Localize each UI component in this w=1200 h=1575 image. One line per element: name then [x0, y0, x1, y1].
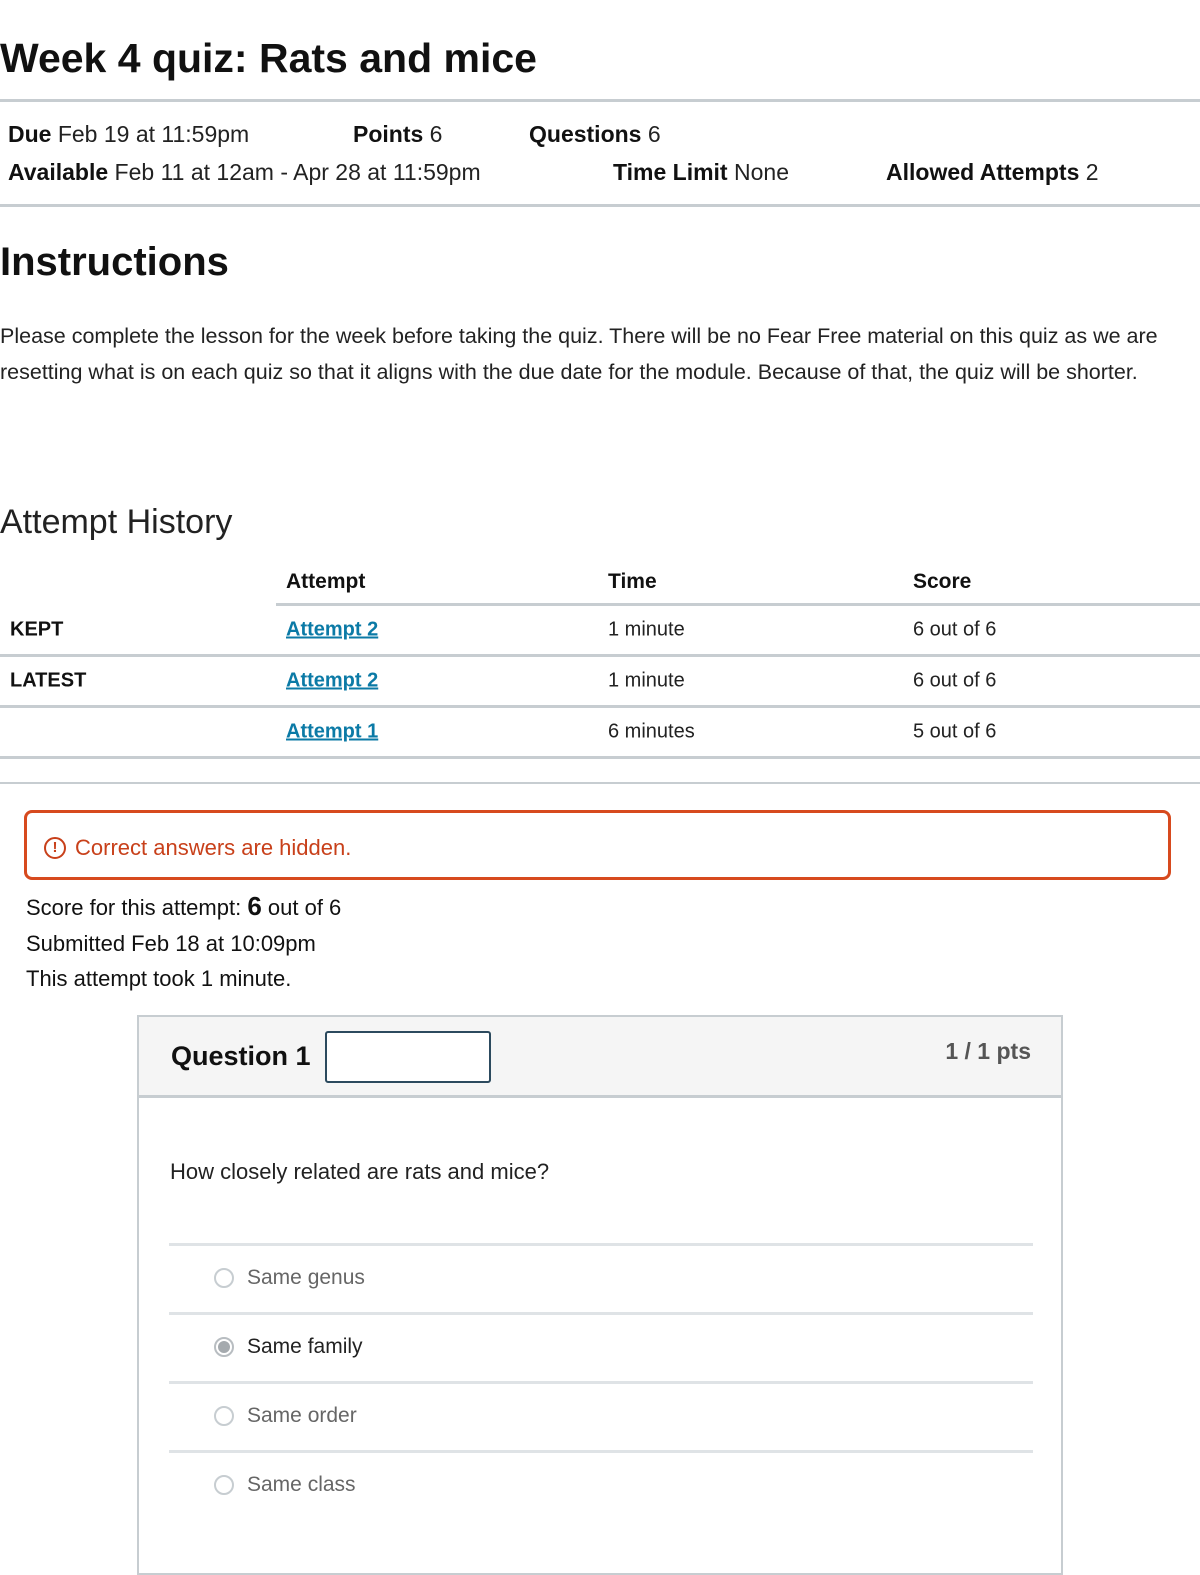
meta-questions: [529, 119, 661, 149]
attempt-duration: This attempt took 1 minute.: [26, 966, 292, 991]
answer-option: [169, 1243, 1033, 1313]
instructions-heading: Instructions: [0, 240, 229, 284]
submitted-time: Submitted Feb 18 at 10:09pm: [26, 931, 316, 956]
attempt-score: 5 out of 6: [913, 720, 997, 743]
available-label: Available: [8, 159, 109, 185]
question-title: Question 1: [171, 1041, 311, 1071]
meta-time-limit: [613, 157, 789, 187]
column-header-attempt: Attempt: [286, 570, 366, 593]
meta-divider: [0, 204, 1200, 207]
section-divider: [0, 782, 1200, 784]
available-value: Feb 11 at 12am - Apr 28 at 11:59pm: [114, 159, 481, 185]
table-row: [0, 606, 1200, 657]
points-value: 6: [429, 121, 443, 147]
table-row: [0, 657, 1200, 708]
radio-button: [214, 1475, 234, 1495]
question-points: 1 / 1 pts: [945, 1038, 1031, 1064]
meta-points: [353, 119, 442, 149]
questions-value: 6: [647, 121, 661, 147]
attempt-time: 6 minutes: [608, 720, 695, 743]
column-header-time: Time: [608, 570, 657, 593]
column-header-score: Score: [913, 570, 972, 593]
radio-button-selected: [214, 1337, 234, 1357]
meta-allowed-attempts: [886, 157, 1099, 187]
row-status-label: LATEST: [10, 669, 87, 692]
score-value: 6: [247, 891, 262, 921]
due-value: Feb 19 at 11:59pm: [57, 121, 250, 147]
row-status-label: KEPT: [10, 618, 64, 641]
answer-option: [169, 1381, 1033, 1451]
answer-label: Same order: [247, 1404, 357, 1427]
meta-available: [8, 157, 481, 187]
question-header: [139, 1017, 1061, 1098]
radio-button: [214, 1268, 234, 1288]
attempt-time: 1 minute: [608, 669, 685, 692]
instructions-body: Please complete the lesson for the week before taking the quiz. There will be no Fear Free material on this quiz as we are resetting what is on each quiz so that it aligns with the due date for the module. Because of that, the quiz will be shorter.: [0, 324, 1158, 384]
questions-label: Questions: [529, 121, 642, 147]
table-header-row: [0, 558, 1200, 606]
question-text: How closely related are rats and mice?: [170, 1159, 550, 1184]
answer-label: Same genus: [247, 1266, 365, 1289]
score-suffix: out of 6: [261, 895, 342, 920]
answer-label: Same class: [247, 1473, 356, 1496]
attempt-score: 6 out of 6: [913, 669, 997, 692]
attempt-link[interactable]: Attempt 2: [286, 618, 379, 641]
attempt-history-heading: Attempt History: [0, 503, 233, 541]
header-divider: [0, 99, 1200, 102]
attempt-history-table: [0, 558, 1200, 759]
radio-button: [214, 1406, 234, 1426]
alert-text: Correct answers are hidden.: [75, 835, 352, 860]
table-row: [0, 708, 1200, 759]
meta-due: [8, 119, 249, 149]
attempt-time: 1 minute: [608, 618, 685, 641]
allowed-attempts-value: 2: [1085, 159, 1099, 185]
due-label: Due: [8, 121, 52, 147]
score-prefix: Score for this attempt:: [26, 895, 248, 920]
attempt-score: 6 out of 6: [913, 618, 997, 641]
warning-icon: !: [44, 837, 66, 859]
time-limit-label: Time Limit: [613, 159, 728, 185]
allowed-attempts-label: Allowed Attempts: [886, 159, 1080, 185]
answer-option: [169, 1450, 1033, 1520]
time-limit-value: None: [734, 159, 789, 185]
page-title: Week 4 quiz: Rats and mice: [0, 35, 537, 81]
attempt-link[interactable]: Attempt 1: [286, 720, 379, 743]
points-label: Points: [353, 121, 424, 147]
attempt-link[interactable]: Attempt 2: [286, 669, 379, 692]
answer-option-selected: [169, 1312, 1033, 1382]
attempt-score-summary: [26, 891, 341, 923]
answer-label: Same family: [247, 1335, 363, 1358]
question-focus-box[interactable]: [325, 1031, 491, 1083]
correct-answers-hidden-alert: [24, 810, 1171, 880]
question-card: [137, 1015, 1063, 1575]
